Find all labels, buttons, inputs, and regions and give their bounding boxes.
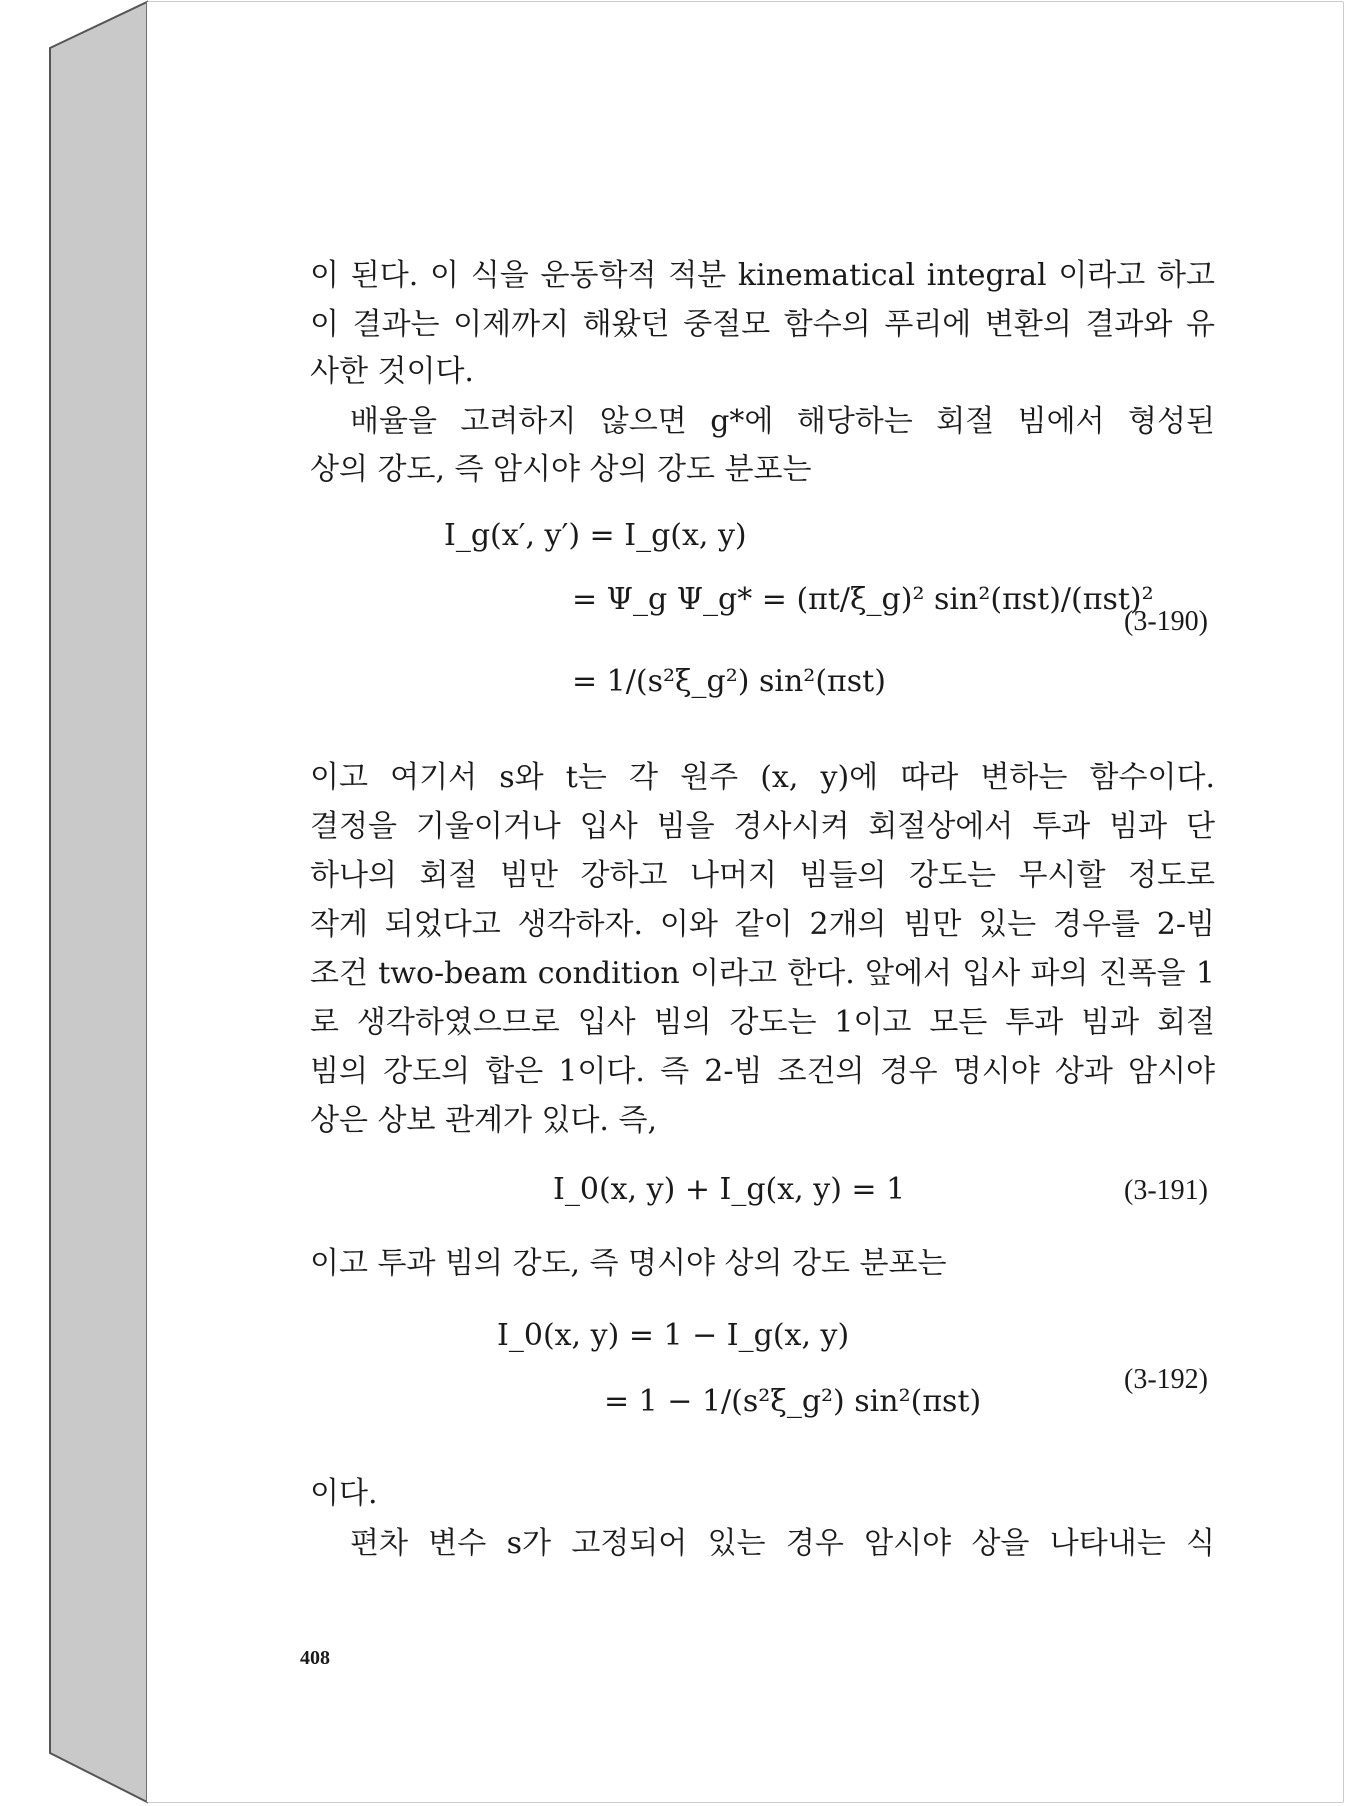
- text-line: 하나의 회절 빔만 강하고 나머지 빔들의 강도는 무시할 정도로: [310, 858, 1215, 893]
- equation-line: = 1/(s²ξ_g²) sin²(πst): [572, 664, 886, 699]
- text-line: 이 된다. 이 식을 운동학적 적분 kinematical integral 이라고 하고: [310, 258, 1215, 293]
- text-line: 작게 되었다고 생각하자. 이와 같이 2개의 빔만 있는 경우를 2-빔: [310, 907, 1215, 942]
- equation-number: (3-192): [1124, 1364, 1208, 1395]
- equation-line: = Ψ_g Ψ_g* = (πt/ξ_g)² sin²(πst)/(πst)²: [572, 582, 1154, 617]
- text-line: 편차 변수 s가 고정되어 있는 경우 암시야 상을 나타내는 식: [350, 1526, 1215, 1561]
- equation-line: = 1 − 1/(s²ξ_g²) sin²(πst): [604, 1384, 982, 1419]
- text-line: 이 결과는 이제까지 해왔던 중절모 함수의 푸리에 변환의 결과와 유: [310, 307, 1215, 342]
- equation-line: I_g(x′, y′) = I_g(x, y): [444, 518, 747, 553]
- text-line: 조건 two-beam condition 이라고 한다. 앞에서 입사 파의 진폭을 1: [310, 956, 1215, 991]
- text-line: 빔의 강도의 합은 1이다. 즉 2-빔 조건의 경우 명시야 상과 암시야: [310, 1054, 1215, 1089]
- equation-line: I_0(x, y) = 1 − I_g(x, y): [497, 1318, 850, 1353]
- text-line: 결정을 기울이거나 입사 빔을 경사시켜 회절상에서 투과 빔과 단: [310, 809, 1215, 844]
- equation-number: (3-191): [1124, 1175, 1208, 1206]
- text-line: 상은 상보 관계가 있다. 즉,: [310, 1103, 658, 1138]
- page-number: 408: [300, 1647, 330, 1669]
- equation-line: I_0(x, y) + I_g(x, y) = 1: [553, 1172, 906, 1207]
- text-line: 이고 여기서 s와 t는 각 원주 (x, y)에 따라 변하는 함수이다.: [310, 760, 1215, 795]
- text-line: 배율을 고려하지 않으면 g*에 해당하는 회절 빔에서 형성된: [350, 404, 1215, 439]
- text-line: 로 생각하였으므로 입사 빔의 강도는 1이고 모든 투과 빔과 회절: [310, 1005, 1215, 1040]
- text-line: 사한 것이다.: [310, 354, 474, 389]
- text-line: 이다.: [310, 1476, 378, 1511]
- text-line: 이고 투과 빔의 강도, 즉 명시야 상의 강도 분포는: [310, 1246, 947, 1281]
- equation-number: (3-190): [1124, 606, 1208, 637]
- text-line: 상의 강도, 즉 암시야 상의 강도 분포는: [310, 452, 812, 487]
